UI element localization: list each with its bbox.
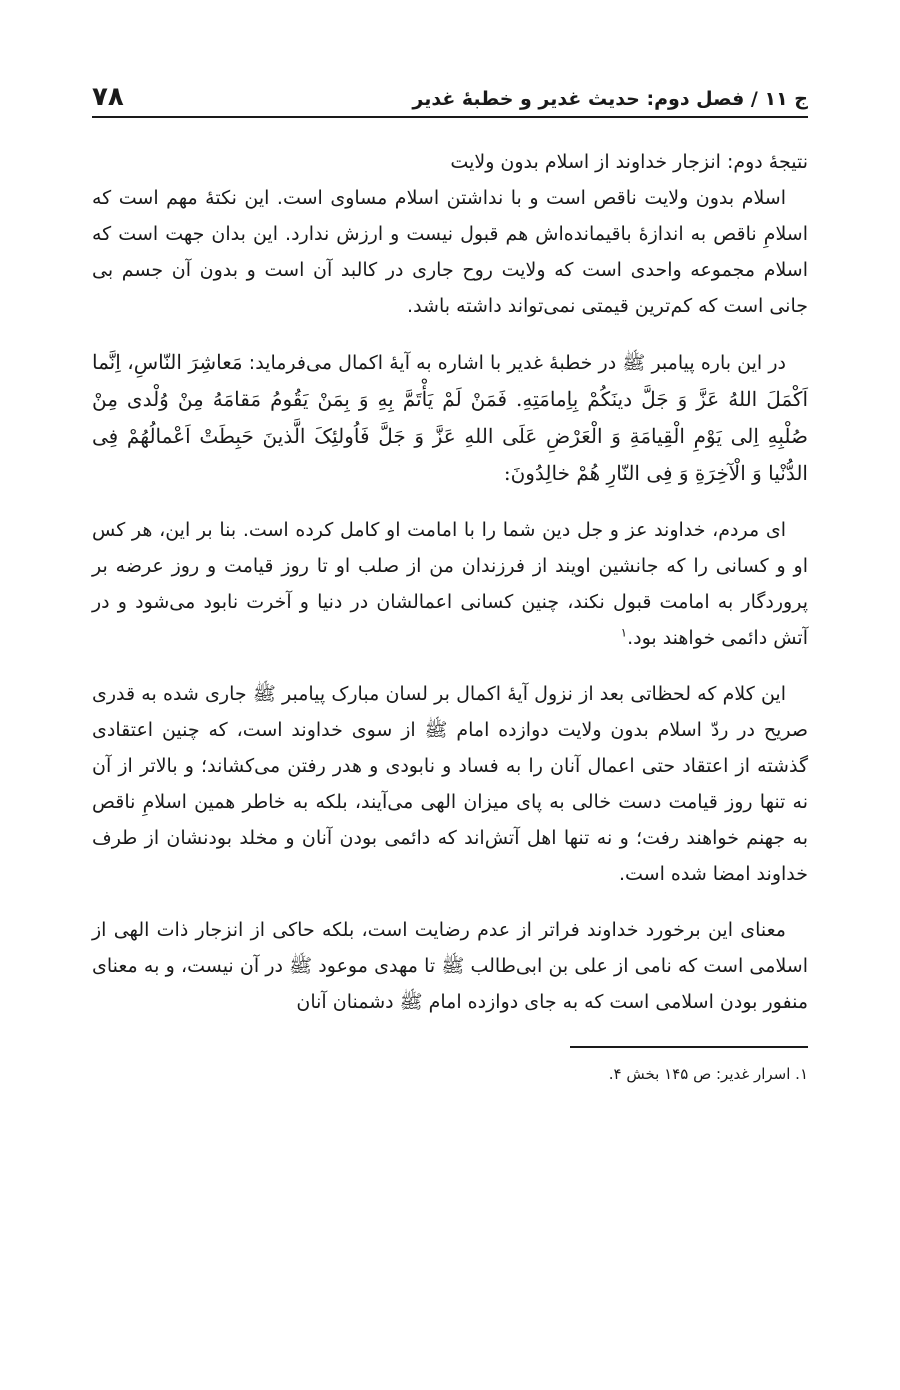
paragraph-1-text: اسلام بدون ولایت ناقص است و با نداشتن اسلام مساوی است. این نکتهٔ مهم است که اسلامِ ناقص به اندازهٔ باقیمانده‌اش هم قبول نیست و ارزش ندارد. این بدان جهت است که اسلام مجموعه واحدی است که ولایت روح جاری در کالبد آن است و بدون آن جسم بی جانی است که کم‌ترین قیمتی نمی‌تواند داشته باشد.: [92, 187, 808, 317]
body-text: [92, 144, 808, 1020]
running-header: [92, 72, 808, 118]
section-heading: نتیجهٔ دوم: انزجار خداوند از اسلام بدون ولایت: [450, 151, 808, 173]
paragraph-3-text: ای مردم، خداوند عز و جل دین شما را با امامت او کامل کرده است. بنا بر این، هر کس او و کسانی را که جانشین او‌یند از فرزندان من از صلب او تا روز قیامت و روز عرضه بر پروردگار به امامت قبول نکند، چنین کسانی اعمالشان در دنیا و آخرت نابود می‌شود و در آتش دائمی خواهند بود.: [92, 519, 808, 649]
paragraph-4: [92, 676, 808, 892]
book-page: [92, 72, 808, 1086]
paragraph-2: [92, 344, 808, 492]
paragraph-4-text: این کلام که لحظاتی بعد از نزول آیهٔ اکمال بر لسان مبارک پیامبر ﷺ جاری شده به قدری صریح در ردّ اسلام بدون ولایت دوازده امام ﷺ از سوی خداوند است، که چنین اعتقادی گذشته از اعتقاد حتی اعمال آنان را به فساد و نابودی و هدر رفتن می‌کشاند؛ و بالاتر از آن نه تنها روز قیامت دست خالی به پای میزان الهی می‌آیند، بلکه به خاطر همین اسلامِ ناقص به جهنم خواهند رفت؛ و نه تنها اهل آتش‌اند که دائمی بودن آنان و مخلد بودنشان از طرف خداوند امضا شده است.: [92, 683, 808, 885]
paragraph-5-text: معنای این برخورد خداوند فراتر از عدم رضایت است، بلکه حاکی از انزجار ذات الهی از اسلامی است که نامی از علی بن ابی‌طالب ﷺ تا مهدی موعود ﷺ در آن نیست، و به معنای منفور بودن اسلامی است که به جای دوازده امام ﷺ دشمنان آنان: [92, 919, 808, 1013]
arabic-quote: مَعاشِرَ النّاسِ، اِنَّما اَکْمَلَ اللهُ عَزَّ وَ جَلَّ دینَکُمْ بِاِمامَتِهِ. فَمَنْ لَمْ یَأْتَمَّ بِهِ وَ بِمَنْ یَقُومُ مَقامَهُ مِنْ وُلْدی مِنْ صُلْبِهِ اِلی یَوْمِ الْقِیامَةِ وَ الْعَرْضِ عَلَی اللهِ عَزَّ وَ جَلَّ فَاُولئِکَ الَّذینَ حَبِطَتْ اَعْمالُهُمْ فِی الدُّنْیا وَ الْآخِرَةِ وَ فِی النّارِ هُمْ خالِدُونَ:: [92, 350, 808, 485]
footnote: ۱. اسرار غدیر: ص ۱۴۵ بخش ۴.: [608, 1065, 808, 1083]
paragraph-5: [92, 912, 808, 1020]
page-number: ۷۸: [92, 82, 124, 112]
paragraph-1: [92, 180, 808, 324]
footnote-reference[interactable]: ۱: [620, 625, 628, 640]
paragraph-3: [92, 512, 808, 656]
footnote-divider: [570, 1046, 808, 1048]
paragraph-2-intro: در این باره پیامبر ﷺ در خطبهٔ غدیر با اشاره به آیهٔ اکمال می‌فرماید:: [242, 352, 787, 374]
running-title: ج ۱۱ / فصل دوم: حدیث غدیر و خطبهٔ غدیر: [412, 88, 808, 110]
